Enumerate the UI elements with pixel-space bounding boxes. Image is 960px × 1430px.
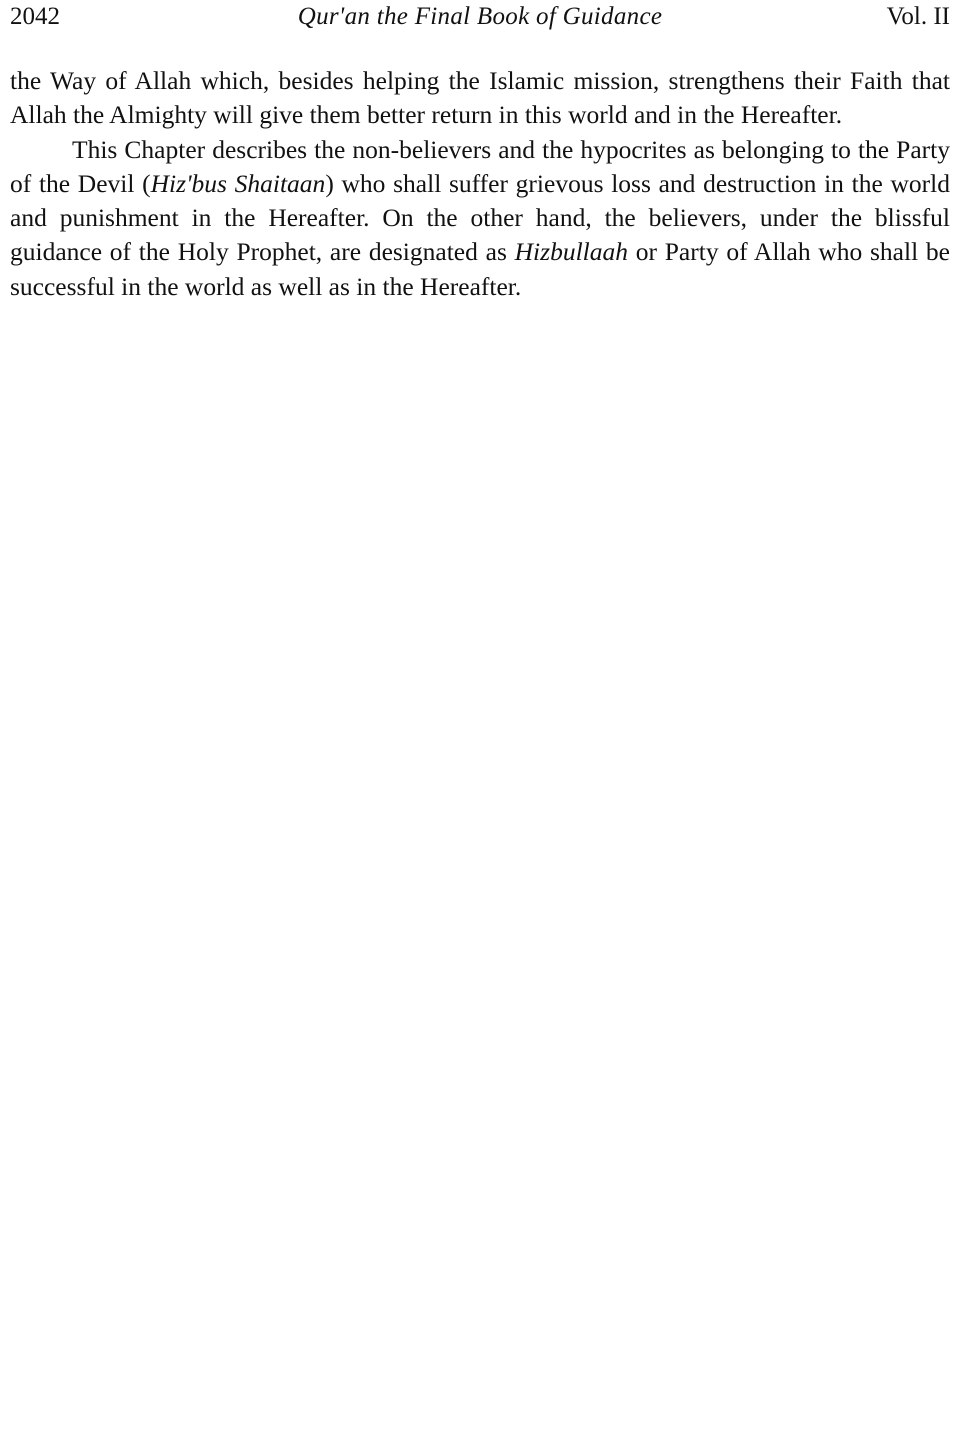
- italic-term-hizbus-shaitaan: Hiz'bus Shaitaan: [150, 168, 326, 198]
- body-text: [10, 64, 950, 304]
- paragraph-chapter-description: [10, 133, 950, 304]
- document-page: [10, 0, 950, 304]
- paragraph-text-segment: This Chapter describes the non-believers and the hypocrites as belonging to the Party of the Devil (: [10, 134, 950, 198]
- running-header: [10, 0, 950, 34]
- book-title: Qur'an the Final Book of Guidance: [297, 3, 663, 30]
- paragraph-text-segment: or Party of Allah who shall be successful in the world as well as in the Hereafter.: [10, 237, 951, 301]
- paragraph-text-segment: ) who shall suffer grievous loss and destruction in the world and punishment in the Hereafter. On the other hand, the believers, under the blissful guidance of the Holy Prophet, are designated as: [10, 168, 950, 267]
- italic-term-hizbullaah: Hizbullaah: [514, 237, 628, 267]
- volume-label: Vol. II: [886, 3, 950, 30]
- paragraph-continuation: the Way of Allah which, besides helping the Islamic mission, strengthens their Faith that Allah the Almighty will give them better return in this world and in the Hereafter.: [10, 66, 950, 130]
- page-number: 2042: [10, 3, 60, 30]
